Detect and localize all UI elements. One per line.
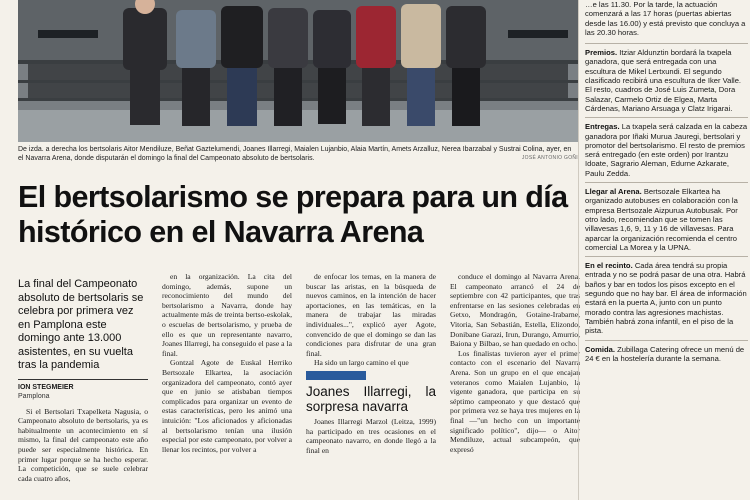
paragraph: conduce el domingo al Navarra Arena. El campeonato arrancó el 24 de septiembre con 42 participantes, que tras enfrentarse en las sesiones celebradas en Getxo, Mondragón, Gotaine-Irabarne, Vitoria, San Sebastián, Estella, Elizondo, Donibane Garazi, Irun, Durango, Amurrio, Baiona y Bilbao, se han quedado en ocho. [450,272,580,349]
sidebar-section-text: Bertsozale Elkartea ha organizado autobuses en colaboración con la empresa Bertsozale Aizpurua Autobusak. Por otro lado, recomiendan que se tomen las villavesas 1,6, 9, 11 y 16 de villavesas. Para aparcar la organización recomienda el centro comercial La Morea y la UPNA. [585,187,738,252]
paragraph: en la organización. La cita del domingo, además, supone un reconocimiento del mundo del bertsolarismo a Navarra, donde hay actualmente más de treinta bertso-eskolak, o escuelas de bertsolarismo, y prueba de ello es que un representante navarro, Joanes Illarregi, ha conseguido el pase a la final. [162,272,292,358]
paragraph: Ha sido un largo camino el que [314,358,409,368]
byline [18,379,148,402]
subhead-accent-bar [306,371,366,380]
sidebar-section-title: Llegar al Arena. [585,187,642,197]
divider [585,182,748,183]
column-2 [162,272,292,454]
column-4 [450,272,580,454]
caption-text: De izda. a derecha los bertsolaris Aitor Mendiluze, Beñat Gaztelumendi, Joanes Illarregi, Maialen Lujanbio, Alaia Martín, Amets Arzalluz, Nerea Ibarzabal y Sustrai Colina, ayer, en el Navarra Arena, donde disputarán el domingo la final del Campeonato absoluto de bertsolaris. [18,146,572,162]
paragraph: Si el Bertsolari Txapelketa Nagusia, o Campeonato absoluto de bertsolaris, ya es habitualmente un acontecimiento en sí mismo, la final del campeonato este año puede ser especialmente histórica. En primer lugar porque se ha hecho esperar. La competición, que se suele celebrar cada cuatro años, [18,406,148,483]
sidebar-section-text: Zubillaga Catering ofrece un menú de 24 € en la hostelería durante la semana. [585,344,745,363]
divider [585,340,748,341]
sidebar-section [585,187,748,252]
divider [585,43,748,44]
dateline-place: Pamplona [18,393,50,401]
sidebar-section [585,48,748,113]
photo-caption [18,145,578,163]
sidebar-section-title: Entregas. [585,122,620,132]
sidebar-section [585,122,748,178]
sidebar-section-text: Itziar Aldunztin bordará la txapela ganadora, que será entregada con una escultura de Mikel Lertxundi. El segundo clasificado recibirá una escultura de Iker Valle. El resto, cuadros de José Luis Zumeta, Dora Salazar, Carmelo Ortiz de Elgea, Marta Cárdenas, Mariano Arsuaga y Clatz Irigarai. [585,48,742,113]
divider [585,117,748,118]
info-sidebar [578,0,748,500]
sidebar-section [585,261,748,335]
sidebar-section [585,345,748,364]
group-photo [18,0,578,142]
sidebar-section-text: La txapela será calzada en la cabeza ganadora por Iñaki Murua Jauregi, bertsolari y promotor del bertsolarismo. El resto de premios será entregado (en este orden) por Irantzu Idoate, Sagrario Aleman, Edurne Azkarate, Paulu Zedda. [585,122,748,178]
article-lead: La final del Campeonato absoluto de bertsolaris se celebra por primera vez en Pamplona este domingo ante 13.000 asistentes, en su vuelta tras la pandemia [18,278,144,371]
paragraph: Gontzal Agote de Euskal Herriko Bertsozale Elkartea, la asociación organizadora del campeonato, contó ayer que en junio se atisbaban tiempos complicados para organizar un evento de estas características, pero les animó una intuición: "Los aficionados y aficionadas al bertsolarismo tenían una ilusión especial por este campeonato, por volver a llenar los recintos, por volver a [162,358,292,454]
subhead: Joanes Illarregi, la sorpresa navarra [306,383,436,414]
paragraph: Joanes Illarregi Marzol (Leitza, 1999) ha participado en tres ocasiones en el campeonato navarro, en donde llegó a la final en [306,416,436,455]
photo-illustration [18,0,578,142]
divider [585,256,748,257]
author-name: ION STEGMEIER [18,383,74,391]
paragraph: Los finalistas tuvieron ayer el primer contacto con el escenario del Navarra Arena. Son un grupo en el que encajan veteranos como Maialen Lujanbio, la vigente ganadora, que participa en su séptimo campeonato y que destacó que por primera vez se haya tres mujeres en la final —"un hecho con un importante significado político", dijo— o Aitor Mendiluze, actual subcampeón, que expresó [450,348,580,454]
column-3 [306,272,436,455]
paragraph: de enfocar los temas, en la manera de buscar las aristas, en la búsqueda de nuevos caminos, en la intención de hacer aportaciones, en las temáticas, en la manera de trabajar las miradas individuales...", explicó ayer Agote, convencido de que el domingo se dan las condiciones para disfrutar de una gran final. [306,272,436,358]
sidebar-section-title: Comida. [585,344,615,354]
column-1 [18,272,148,483]
sidebar-top-text: …e las 11.30. Por la tarde, la actuación comenzará a las 17 horas (puertas abiertas desde las 16.00) y está previsto que concluya a las 20.30 horas. [585,0,746,37]
article-headline: El bertsolarismo se prepara para un día histórico en el Navarra Arena [18,180,568,249]
sidebar-section-text: Cada área tendrá su propia entrada y no se podrá pasar de una otra. Habrá baños y bar en todos los pisos excepto en el segundo que no hay bar. El área de información estará en la puerta A, junto con un punto morado contra las agresiones machistas. También habrá zona infantil, en el piso de la pista. [585,261,747,336]
sidebar-section-title: Premios. [585,48,618,58]
photo-credit: JOSÉ ANTONIO GOÑI [521,155,578,161]
sidebar-section-title: En el recinto. [585,261,633,271]
